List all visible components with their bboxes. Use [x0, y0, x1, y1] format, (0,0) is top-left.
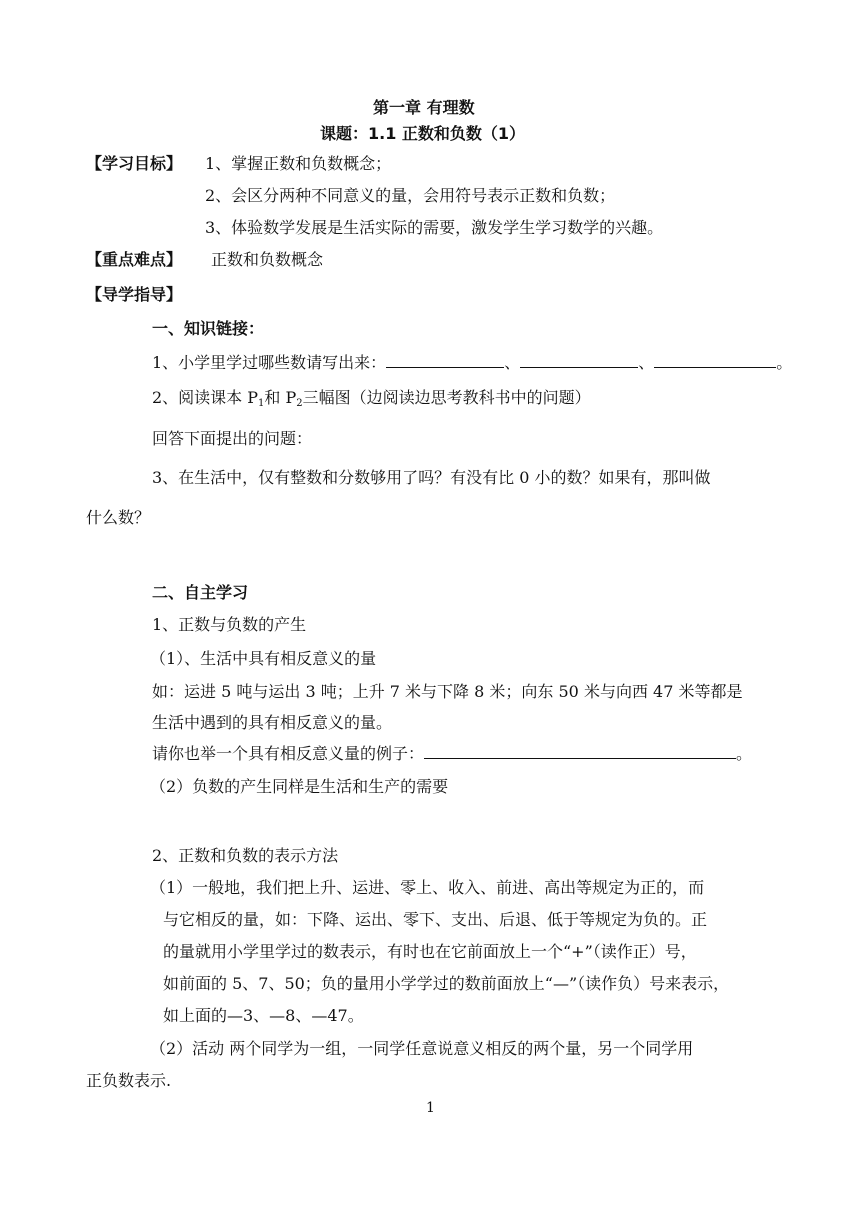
answer-blank[interactable]: [654, 353, 776, 368]
key-points-text: 正数和负数概念: [211, 250, 324, 269]
lesson-title: 课题：1.1 正数和负数（1）: [320, 124, 526, 143]
subscript: 2: [296, 398, 303, 409]
question-2-pre: 2、阅读课本 P: [152, 388, 259, 407]
objective-item: 3、体验数学发展是生活实际的需要，激发学生学习数学的兴趣。: [205, 218, 664, 237]
ask-example: [152, 743, 752, 765]
end-mark: 。: [736, 744, 753, 763]
question-2: [152, 387, 591, 415]
section1-title: 一、知识链接：: [152, 319, 265, 338]
page-number: 1: [426, 1100, 435, 1116]
answer-blank[interactable]: [386, 353, 504, 368]
example-line: 如：运进 5 吨与运出 3 吨；上升 7 米与下降 8 米；向东 50 米与向西 47 米等都是: [152, 682, 743, 701]
objective-item: 2、会区分两种不同意义的量，会用符号表示正数和负数；: [205, 186, 616, 205]
end-mark: 。: [776, 353, 793, 372]
question-2-mid: 和 P: [264, 388, 297, 407]
separator: 、: [638, 353, 655, 372]
guidance-label: 【导学指导】: [86, 285, 183, 304]
subsection-title: 2、正数和负数的表示方法: [152, 846, 339, 865]
subsection-title: 1、正数与负数的产生: [152, 615, 307, 634]
key-points-label: 【重点难点】: [86, 250, 183, 269]
example-line: 生活中遇到的具有相反意义的量。: [152, 713, 393, 732]
subsection-item: （1）、生活中具有相反意义的量: [150, 649, 377, 668]
paragraph-line: （1）一般地，我们把上升、运进、零上、收入、前进、高出等规定为正的，而: [150, 878, 705, 897]
answer-blank[interactable]: [424, 744, 736, 759]
question-3-line: 什么数？: [86, 508, 151, 527]
paragraph-line: 正负数表示.: [86, 1071, 172, 1090]
question-2-post: 三幅图（边阅读边思考教科书中的问题）: [302, 388, 591, 407]
section2-title: 二、自主学习: [152, 583, 249, 602]
paragraph-line: 的量就用小学里学过的数表示，有时也在它前面放上一个“+”（读作正）号，: [163, 942, 697, 961]
subsection-item: （2）负数的产生同样是生活和生产的需要: [150, 777, 449, 796]
objective-item: 1、掌握正数和负数概念；: [205, 154, 392, 173]
answer-prompt: 回答下面提出的问题：: [152, 429, 313, 448]
paragraph-line: 如上面的—3、—8、—47。: [163, 1006, 364, 1025]
ask-example-text: 请你也举一个具有相反意义量的例子：: [152, 744, 425, 763]
paragraph-line: 与它相反的量，如：下降、运出、零下、支出、后退、低于等规定为负的。正: [163, 910, 708, 929]
objectives-label: 【学习目标】: [86, 154, 183, 173]
question-1: [152, 352, 792, 374]
answer-blank[interactable]: [520, 353, 638, 368]
paragraph-line: （2）活动 两个同学为一组，一同学任意说意义相反的两个量，另一个同学用: [150, 1039, 694, 1058]
question-3-line: 3、在生活中，仅有整数和分数够用了吗？有没有比 0 小的数？如果有，那叫做: [152, 468, 711, 487]
paragraph-line: 如前面的 5、7、50；负的量用小学学过的数前面放上“—”（读作负）号来表示，: [163, 974, 730, 993]
subscript: 1: [258, 398, 265, 409]
question-1-text: 1、小学里学过哪些数请写出来：: [152, 353, 387, 372]
separator: 、: [504, 353, 521, 372]
chapter-title: 第一章 有理数: [373, 98, 475, 117]
